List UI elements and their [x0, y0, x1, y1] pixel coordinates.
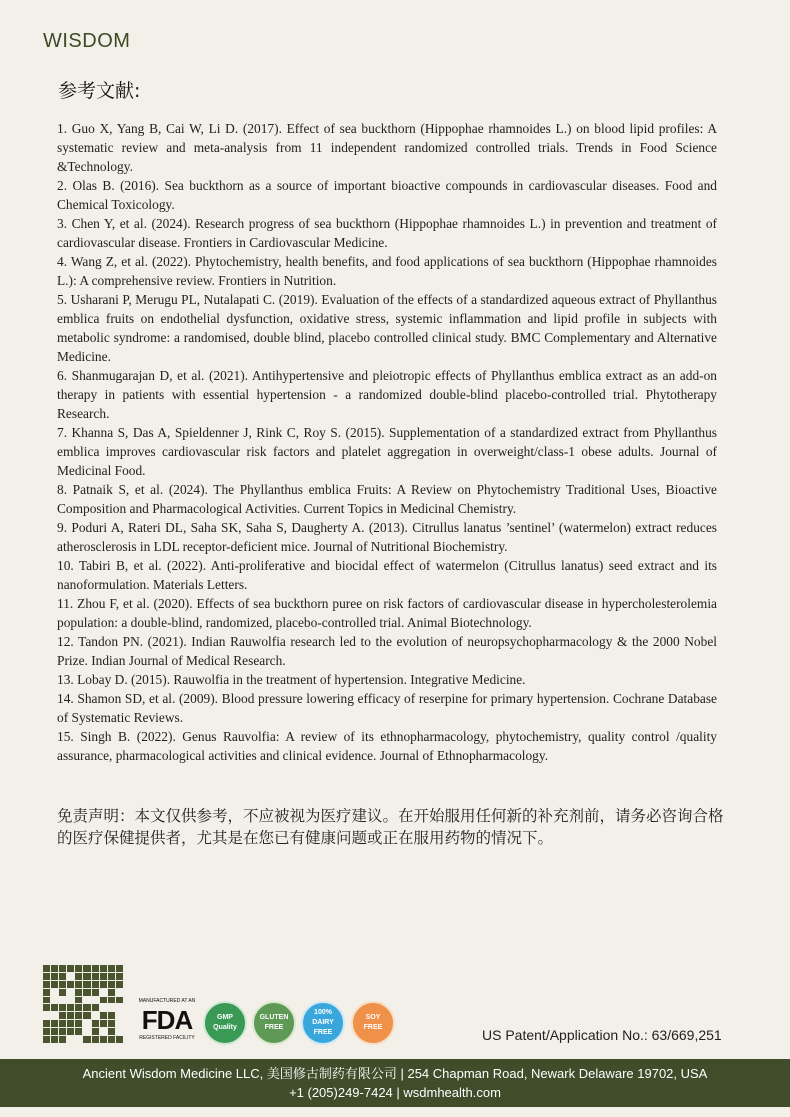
qr-module: [43, 965, 50, 972]
qr-module: [59, 989, 66, 996]
qr-module: [75, 1028, 82, 1035]
qr-module: [43, 1028, 50, 1035]
qr-module: [116, 981, 123, 988]
qr-module: [92, 989, 99, 996]
dairy-free-badge-icon: 100% DAIRY FREE: [301, 1001, 345, 1045]
qr-module: [108, 973, 115, 980]
qr-module: [116, 997, 123, 1004]
qr-module: [108, 997, 115, 1004]
qr-module: [43, 1036, 50, 1043]
qr-module: [59, 997, 66, 1004]
qr-module: [108, 965, 115, 972]
qr-module: [92, 981, 99, 988]
qr-module: [67, 1012, 74, 1019]
qr-module: [83, 1020, 90, 1027]
qr-module: [43, 1020, 50, 1027]
qr-module: [67, 997, 74, 1004]
qr-module: [59, 1012, 66, 1019]
qr-module: [116, 965, 123, 972]
qr-module: [100, 1012, 107, 1019]
qr-module: [43, 973, 50, 980]
qr-module: [108, 989, 115, 996]
qr-module: [43, 1004, 50, 1011]
qr-module: [75, 997, 82, 1004]
qr-module: [116, 1028, 123, 1035]
reference-item: 2. Olas B. (2016). Sea buckthorn as a source of important bioactive compounds in cardiovascular diseases. Food and Chemical Toxicology.: [57, 178, 717, 212]
qr-module: [92, 1012, 99, 1019]
reference-item: 13. Lobay D. (2015). Rauwolfia in the treatment of hypertension. Integrative Medicine.: [57, 672, 526, 687]
qr-module: [75, 965, 82, 972]
fda-badge: [136, 998, 198, 1042]
qr-module: [92, 1004, 99, 1011]
reference-item: 9. Poduri A, Rateri DL, Saha SK, Saha S, Daugherty A. (2013). Citrullus lanatus ’sentinel’ (watermelon) extract reduces atherosclerosis in LDL receptor-deficient mice. Journal of Nutritional Biochemistry.: [57, 520, 717, 554]
qr-module: [59, 1036, 66, 1043]
qr-code: [43, 965, 123, 1043]
footer-address: Ancient Wisdom Medicine LLC, 美国修古制药有限公司 | 254 Chapman Road, Newark Delaware 19702, USA: [82, 1066, 708, 1081]
qr-module: [67, 1028, 74, 1035]
qr-module: [43, 989, 50, 996]
qr-module: [75, 1020, 82, 1027]
fda-top-text: MANUFACTURED AT AN: [138, 998, 196, 1004]
qr-module: [67, 973, 74, 980]
patent-number: US Patent/Application No.: 63/669,251: [482, 1027, 722, 1043]
qr-module: [51, 1028, 58, 1035]
qr-module: [59, 973, 66, 980]
qr-module: [59, 981, 66, 988]
qr-module: [83, 1004, 90, 1011]
qr-module: [67, 1004, 74, 1011]
reference-item: 4. Wang Z, et al. (2022). Phytochemistry, health benefits, and food applications of sea buckthorn (Hippophae rhamnoides L.): A comprehensive review. Frontiers in Nutrition.: [57, 254, 717, 288]
reference-item: 11. Zhou F, et al. (2020). Effects of sea buckthorn puree on risk factors of cardiovascular disease in hypercholesterolemia population: a double-blind, randomized, placebo-controlled trial. Animal Biotechnology.: [57, 596, 717, 630]
qr-module: [51, 965, 58, 972]
gluten-free-badge-icon: GLUTEN FREE: [252, 1001, 296, 1045]
qr-module: [59, 1020, 66, 1027]
qr-module: [92, 965, 99, 972]
qr-module: [51, 973, 58, 980]
fda-bottom-text: REGISTERED FACILITY: [139, 1035, 195, 1041]
qr-module: [92, 973, 99, 980]
qr-module: [67, 1020, 74, 1027]
qr-module: [100, 973, 107, 980]
soy-free-badge-icon: SOY FREE: [351, 1001, 395, 1045]
qr-module: [100, 989, 107, 996]
qr-module: [100, 1028, 107, 1035]
reference-item: 5. Usharani P, Merugu PL, Nutalapati C. (2019). Evaluation of the effects of a standardized aqueous extract of Phyllanthus emblica fruits on endothelial dysfunction, oxidative stress, systemic inflammation and lipid profile in subjects with metabolic syndrome: a randomised, double blind, placebo controlled clinical study. BMC Complementary and Alternative Medicine.: [57, 292, 717, 364]
qr-module: [116, 1020, 123, 1027]
qr-module: [43, 997, 50, 1004]
qr-module: [75, 973, 82, 980]
qr-module: [100, 965, 107, 972]
qr-module: [51, 1012, 58, 1019]
qr-module: [43, 981, 50, 988]
qr-module: [75, 981, 82, 988]
qr-module: [59, 965, 66, 972]
footer: [0, 1059, 790, 1107]
qr-module: [83, 997, 90, 1004]
qr-module: [100, 981, 107, 988]
qr-module: [75, 1004, 82, 1011]
disclaimer: 免责声明：本文仅供参考，不应被视为医疗建议。在开始服用任何新的补充剂前，请务必咨询合格的医疗保健提供者，尤其是在您已有健康问题或正在服用药物的情况下。: [57, 807, 724, 847]
qr-module: [116, 973, 123, 980]
qr-module: [83, 1036, 90, 1043]
qr-module: [100, 997, 107, 1004]
qr-module: [83, 1012, 90, 1019]
qr-module: [75, 989, 82, 996]
reference-item: 10. Tabiri B, et al. (2022). Anti-proliferative and biocidal effect of watermelon (Citrullus lanatus) seed extract and its nanoformulation. Materials Letters.: [57, 558, 717, 592]
qr-module: [116, 1036, 123, 1043]
qr-module: [92, 997, 99, 1004]
qr-module: [100, 1004, 107, 1011]
qr-module: [75, 1012, 82, 1019]
qr-module: [83, 981, 90, 988]
qr-module: [51, 1004, 58, 1011]
qr-module: [100, 1020, 107, 1027]
qr-module: [92, 1036, 99, 1043]
qr-module: [108, 981, 115, 988]
qr-module: [108, 1012, 115, 1019]
qr-module: [59, 1004, 66, 1011]
qr-module: [108, 1004, 115, 1011]
reference-item: 15. Singh B. (2022). Genus Rauvolfia: A review of its ethnopharmacology, phytochemistry, quality control /quality assurance, pharmacological activities and clinical evidence. Journal of Ethnopharmacology.: [57, 729, 717, 763]
wisdom-logo: WISDOM: [43, 30, 131, 52]
qr-module: [75, 1036, 82, 1043]
qr-module: [116, 989, 123, 996]
qr-module: [108, 1036, 115, 1043]
qr-module: [51, 997, 58, 1004]
footer-contact: +1 (205)249-7424 | wsdmhealth.com: [289, 1085, 501, 1100]
reference-list: [57, 119, 717, 765]
reference-item: 14. Shamon SD, et al. (2009). Blood pressure lowering efficacy of reserpine for primary hypertension. Cochrane Database of Systematic Reviews.: [57, 691, 717, 725]
qr-module: [67, 1036, 74, 1043]
qr-module: [43, 1012, 50, 1019]
qr-module: [108, 1020, 115, 1027]
qr-module: [51, 1036, 58, 1043]
reference-item: 8. Patnaik S, et al. (2024). The Phyllanthus emblica Fruits: A Review on Phytochemistry Traditional Uses, Bioactive Composition and Pharmacological Activities. Current Topics in Medicinal Chemistry.: [57, 482, 717, 516]
qr-module: [83, 965, 90, 972]
qr-module: [100, 1036, 107, 1043]
qr-module: [51, 981, 58, 988]
content: [57, 119, 724, 849]
reference-item: 3. Chen Y, et al. (2024). Research progress of sea buckthorn (Hippophae rhamnoides L.) in prevention and treatment of cardiovascular disease. Frontiers in Cardiovascular Medicine.: [57, 216, 717, 250]
qr-module: [92, 1020, 99, 1027]
reference-item: 7. Khanna S, Das A, Spieldenner J, Rink C, Roy S. (2015). Supplementation of a standardized extract from Phyllanthus emblica improves cardiovascular risk factors and platelet aggregation in overweight/class-1 obese adults. Journal of Medicinal Food.: [57, 425, 717, 478]
qr-module: [92, 1028, 99, 1035]
gmp-badge-icon: GMP Quality: [203, 1001, 247, 1045]
qr-module: [83, 989, 90, 996]
fda-text: FDA: [141, 1005, 193, 1035]
qr-module: [51, 989, 58, 996]
qr-module: [83, 1028, 90, 1035]
reference-item: 12. Tandon PN. (2021). Indian Rauwolfia research led to the evolution of neuropsychopharmacology & the 2000 Nobel Prize. Indian Journal of Medical Research.: [57, 634, 717, 668]
qr-module: [67, 989, 74, 996]
qr-module: [116, 1012, 123, 1019]
qr-module: [59, 1028, 66, 1035]
reference-item: 6. Shanmugarajan D, et al. (2021). Antihypertensive and pleiotropic effects of Phyllanthus emblica extract as an add-on therapy in patients with essential hypertension - a randomized double-blind placebo-controlled trial. Phytotherapy Research.: [57, 368, 717, 421]
page-title: 参考文献:: [58, 80, 141, 102]
qr-module: [67, 965, 74, 972]
qr-module: [83, 973, 90, 980]
qr-module: [51, 1020, 58, 1027]
qr-module: [116, 1004, 123, 1011]
qr-module: [108, 1028, 115, 1035]
reference-item: 1. Guo X, Yang B, Cai W, Li D. (2017). Effect of sea buckthorn (Hippophae rhamnoides L.) on blood lipid profiles: A systematic review and meta-analysis from 11 independent randomized controlled trials. Trends in Food Science &Technology.: [57, 121, 717, 174]
qr-module: [67, 981, 74, 988]
